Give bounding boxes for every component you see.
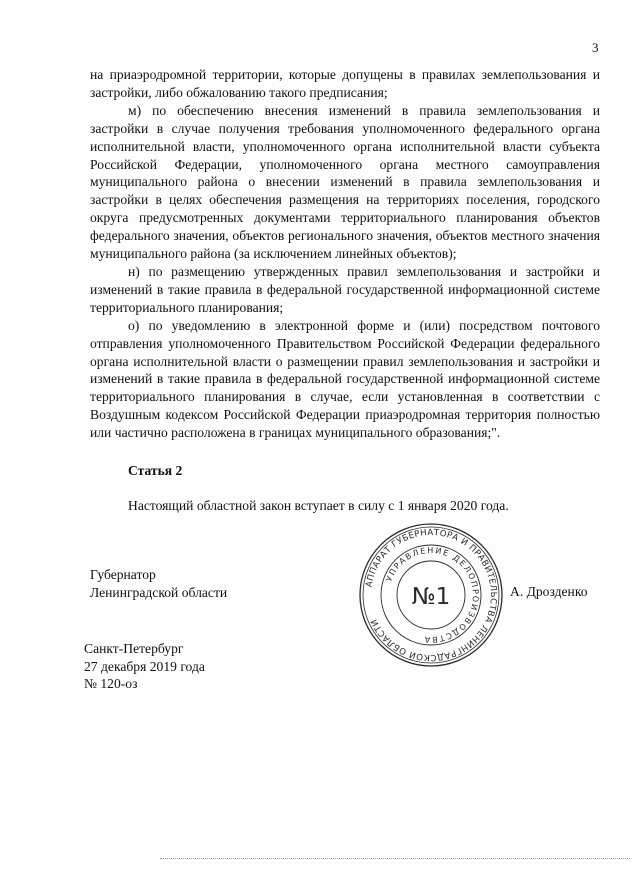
- signer-position: [90, 566, 227, 602]
- stamp-inner-text: УПРАВЛЕНИЕ ДЕЛОПРОИЗВОДСТВА: [384, 545, 481, 645]
- stamp-center-number: №1: [411, 584, 451, 610]
- signer-position-line1: Губернатор: [90, 567, 156, 582]
- article-text: Настоящий областной закон вступает в силу с 1 января 2020 года.: [128, 498, 509, 513]
- bottom-divider: [160, 858, 630, 859]
- article-heading: Статья 2: [128, 463, 183, 478]
- paragraph-n: н) по размещению утвержденных правил землепользования и застройки и изменений в такие правила в федеральной государственной информационной системе территориального планирования;: [90, 263, 600, 315]
- signer-position-line2: Ленинградской области: [90, 585, 228, 600]
- paragraph-o: о) по уведомлению в электронной форме и (или) посредством почтового отправления уполномоченного Правительством Российской Федерации федерального органа исполнительной власти о размещении правил землепользования и застройки и изменений в такие правила в федеральной государственной информационной системе территориального планирования в случае, если установленная в соответствии с Воздушным кодексом Российской Федерации приаэродромная территория полностью или частично расположена в границах муниципального образования;".: [90, 317, 600, 441]
- page-number: 3: [592, 40, 599, 55]
- official-stamp: [356, 520, 506, 670]
- body-text: [90, 66, 600, 442]
- signer-name: А. Дрозденко: [510, 584, 588, 599]
- paragraph: на приаэродромной территории, которые допущены в правилах землепользования и застройки, либо обжалованию такого предписания;: [90, 67, 600, 100]
- issue-number: № 120-оз: [84, 676, 138, 691]
- paragraph-m: м) по обеспечению внесения изменений в правила землепользования и застройки в случае получения требования уполномоченного федерального органа исполнительной власти, уполномоченного органа исполнительной власти субъекта Российской Федерации, уполномоченного органа местного самоуправления муниципального района о внесении изменений в правила землепользования и застройки в целях обеспечения размещения на территориях поселения, городского округа предусмотренных документами территориального планирования объектов федерального значения, объектов регионального значения, объектов местного значения муниципального района (за исключением линейных объектов);: [90, 102, 600, 262]
- issue-place: Санкт-Петербург: [84, 641, 184, 656]
- issue-date: 27 декабря 2019 года: [84, 658, 205, 674]
- stamp-outer-text: АППАРАТ ГУБЕРНАТОРА И ПРАВИТЕЛЬСТВА ЛЕНИНГРАДСКОЙ ОБЛАСТИ: [364, 527, 499, 663]
- place-and-date: [84, 640, 205, 693]
